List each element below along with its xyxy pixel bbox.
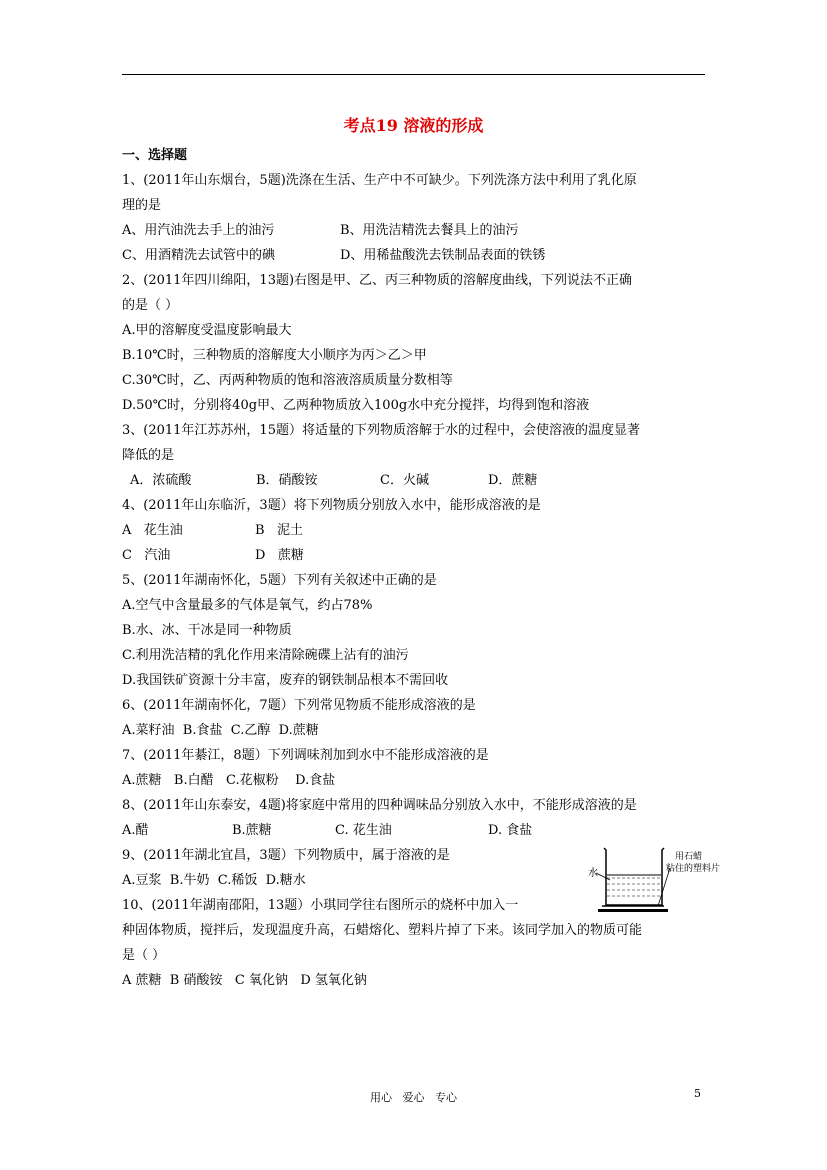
q5-option-b: B.水、冰、干冰是同一种物质 (122, 623, 292, 638)
q10-stem-line3: 是（ ） (122, 948, 166, 963)
plate-label-line2: 粘住的塑料片 (666, 864, 721, 874)
beaker-figure (580, 842, 721, 917)
q1-option-d: D、用稀盐酸洗去铁制品表面的铁锈 (340, 248, 546, 263)
q1-options-row2 (122, 243, 707, 268)
plate-label-line1: 用石蜡 (675, 852, 703, 862)
q10-stem-line1: 10、(2011年湖南邵阳，13题）小琪同学往右图所示的烧杯中加入一 (122, 898, 519, 913)
q1-option-a: A、用汽油洗去手上的油污 (122, 223, 275, 238)
q2-stem-line1: 2、(2011年四川绵阳，13题)右图是甲、乙、丙三种物质的溶解度曲线，下列说法不正确 (122, 273, 633, 288)
q2-stem-line2: 的是（ ） (122, 298, 179, 313)
page-footer: 用心 爱心 专心 (370, 1091, 457, 1104)
q4-option-b: B 泥土 (255, 523, 303, 538)
q7-stem: 7、(2011年綦江，8题）下列调味剂加到水中不能形成溶液的是 (122, 748, 489, 763)
q8-options (122, 818, 707, 843)
q1-stem-line1: 1、(2011年山东烟台，5题)洗涤在生活、生产中不可缺少。下列洗涤方法中利用了乳化原 (122, 173, 637, 188)
q1-option-b: B、用洗洁精洗去餐具上的油污 (340, 223, 519, 238)
q2-option-a: A.甲的溶解度受温度影响最大 (122, 323, 292, 338)
q3-options (122, 468, 707, 493)
q9-stem: 9、(2011年湖北宜昌，3题）下列物质中，属于溶液的是 (122, 848, 450, 863)
q4-options-row2 (122, 543, 707, 568)
q1-options-row1 (122, 218, 707, 243)
header-rule (122, 74, 705, 75)
q6-options: A.菜籽油 B.食盐 C.乙醇 D.蔗糖 (122, 723, 319, 738)
beaker-diagram (580, 842, 721, 917)
beaker-outline (604, 848, 664, 905)
q4-option-a: A 花生油 (122, 523, 183, 538)
q3-option-d: D．蔗糖 (488, 473, 538, 488)
q3-option-b: B．硝酸铵 (256, 473, 318, 488)
q8-option-a: A.醋 (122, 823, 149, 838)
q3-stem-line2: 降低的是 (122, 448, 175, 463)
q7-options: A.蔗糖 B.白醋 C.花椒粉 D.食盐 (122, 773, 336, 788)
q5-stem: 5、(2011年湖南怀化，5题）下列有关叙述中正确的是 (122, 573, 437, 588)
q4-option-c: C 汽油 (122, 548, 171, 563)
q8-option-c: C. 花生油 (335, 823, 392, 838)
section-heading: 一、选择题 (122, 148, 188, 163)
q5-option-d: D.我国铁矿资源十分丰富，废弃的钢铁制品根本不需回收 (122, 673, 449, 688)
water-label: 水 (588, 868, 598, 879)
page-title: 考点19 溶液的形成 (343, 116, 484, 135)
q3-stem-line1: 3、(2011年江苏苏州，15题）将适量的下列物质溶解于水的过程中，会使溶液的温度显著 (122, 423, 640, 438)
q1-option-c: C、用酒精洗去试管中的碘 (122, 248, 275, 263)
page-number: 5 (694, 1087, 701, 1100)
plastic-plate (598, 909, 668, 912)
q3-option-c: C．火碱 (380, 473, 429, 488)
q2-option-b: B.10℃时，三种物质的溶解度大小顺序为丙＞乙＞甲 (122, 348, 427, 363)
q5-option-a: A.空气中含量最多的气体是氧气，约占78% (122, 598, 373, 613)
q6-stem: 6、(2011年湖南怀化，7题）下列常见物质不能形成溶液的是 (122, 698, 476, 713)
q4-option-d: D 蔗糖 (255, 548, 304, 563)
q5-option-c: C.利用洗洁精的乳化作用来清除碗碟上沾有的油污 (122, 648, 409, 663)
q2-option-d: D.50℃时，分别将40g甲、乙两种物质放入100g水中充分搅拌，均得到饱和溶液 (122, 398, 590, 413)
q1-stem-line2: 理的是 (122, 198, 162, 213)
q10-stem-line2: 种固体物质，搅拌后，发现温度升高，石蜡熔化、塑料片掉了下来。该同学加入的物质可能 (122, 923, 643, 938)
q4-stem: 4、(2011年山东临沂，3题）将下列物质分别放入水中，能形成溶液的是 (122, 498, 541, 513)
q8-option-b: B.蔗糖 (232, 823, 272, 838)
q4-options-row1 (122, 518, 707, 543)
q10-options: A 蔗糖 B 硝酸铵 C 氧化钠 D 氢氧化钠 (122, 973, 367, 988)
q9-options: A.豆浆 B.牛奶 C.稀饭 D.糖水 (122, 873, 306, 888)
q8-stem: 8、(2011年山东泰安，4题)将家庭中常用的四种调味品分别放入水中，不能形成溶液的是 (122, 798, 637, 813)
q2-option-c: C.30℃时，乙、丙两种物质的饱和溶液溶质质量分数相等 (122, 373, 453, 388)
q3-option-a: A．浓硫酸 (130, 473, 192, 488)
q8-option-d: D. 食盐 (488, 823, 533, 838)
